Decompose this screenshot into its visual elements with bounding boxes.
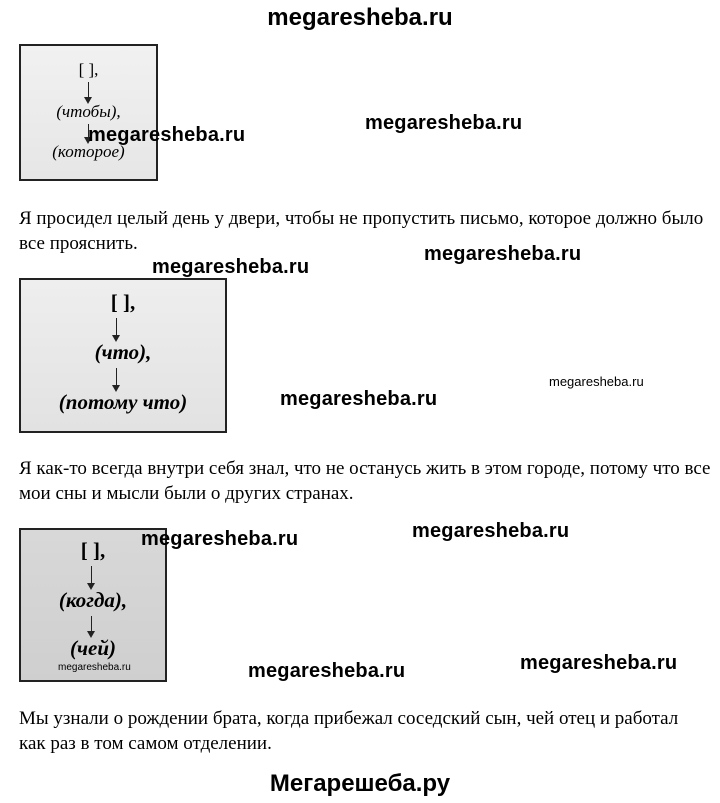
scheme-3-sub-clause-1: (когда), xyxy=(58,588,128,612)
watermark: megaresheba.ru xyxy=(280,388,438,410)
watermark: megaresheba.ru xyxy=(365,112,523,134)
scheme-2-sub-clause-1: (что), xyxy=(94,340,152,364)
watermark: megaresheba.ru xyxy=(141,528,299,550)
sentence-2: Я как-то всегда внутри себя знал, что не останусь жить в этом городе, потому что все мои сны и мысли были о других странах. xyxy=(19,458,711,504)
watermark: megaresheba.ru xyxy=(424,243,582,265)
watermark: megaresheba.ru xyxy=(549,374,644,389)
scheme-3-main-clause: [ ], xyxy=(80,538,106,562)
watermark: megaresheba.ru xyxy=(88,124,246,146)
scheme-1 xyxy=(19,44,158,181)
scheme-3-sub-clause-2: (чей) xyxy=(69,636,116,660)
watermark: megaresheba.ru xyxy=(520,652,678,674)
watermark: megaresheba.ru xyxy=(58,662,131,673)
scheme-2-arrow-1 xyxy=(116,318,117,340)
scheme-2-sub-clause-2: (потому что) xyxy=(58,390,188,414)
scheme-2-main-clause: [ ], xyxy=(110,290,136,314)
scheme-2-arrow-2 xyxy=(116,368,117,390)
scheme-1-main-clause: [ ], xyxy=(78,60,99,79)
scheme-2 xyxy=(19,278,227,433)
sentence-3: Мы узнали о рождении брата, когда прибежал соседский сын, чей отец и работал как раз в том самом отделении. xyxy=(19,708,679,754)
scheme-1-sub-clause-2: (которое) xyxy=(52,142,125,161)
watermark: megaresheba.ru xyxy=(248,660,406,682)
sentence-1: Я просидел целый день у двери, чтобы не пропустить письмо, которое должно было все прояснить. xyxy=(19,208,704,254)
scheme-3-arrow-2 xyxy=(91,616,92,636)
scheme-3 xyxy=(19,528,167,682)
scheme-1-arrow-1 xyxy=(88,82,89,102)
scheme-1-sub-clause-1: (чтобы), xyxy=(56,102,121,121)
scheme-3-arrow-1 xyxy=(91,566,92,588)
page-footer-site: Мегарешеба.ру xyxy=(269,770,451,797)
watermark: megaresheba.ru xyxy=(152,256,310,278)
watermark: megaresheba.ru xyxy=(412,520,570,542)
page-header-site: megaresheba.ru xyxy=(267,4,453,31)
